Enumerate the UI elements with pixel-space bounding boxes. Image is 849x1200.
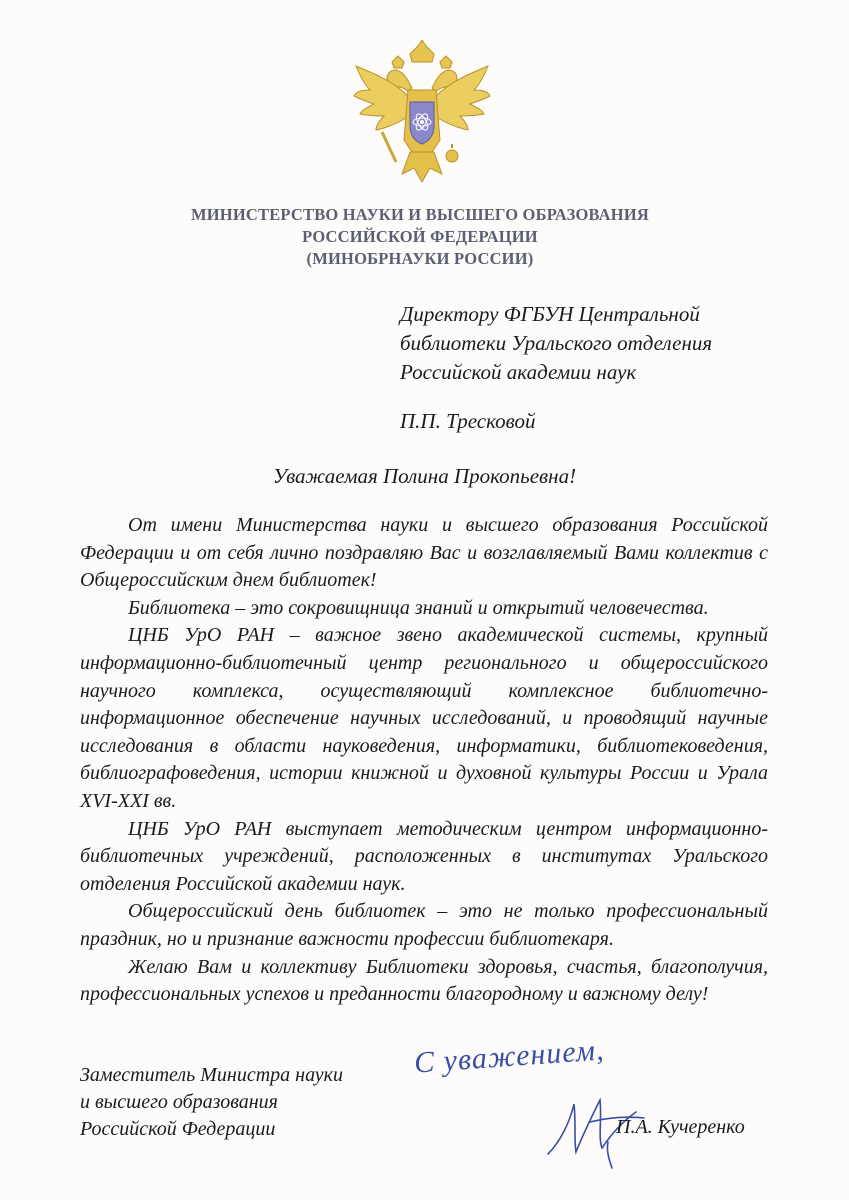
signatory-line-3: Российской Федерации bbox=[80, 1118, 276, 1140]
signatory-title bbox=[80, 1062, 400, 1143]
body-paragraph: Общероссийский день библиотек – это не только профессиональный праздник, но и признание важности профессии библиотекаря. bbox=[80, 900, 768, 950]
addressee-name: П.П. Тресковой bbox=[400, 409, 536, 433]
body-paragraph: Желаю Вам и коллективу Библиотеки здоровья, счастья, благополучия, профессиональных успехов и преданности благородному и важному делу! bbox=[80, 955, 768, 1006]
ministry-header bbox=[120, 204, 720, 270]
signatory-line-2: и высшего образования bbox=[80, 1091, 278, 1113]
signatory-name: П.А. Кучеренко bbox=[616, 1116, 745, 1138]
body-paragraph: Библиотека – это сокровищница знаний и открытий человечества. bbox=[128, 596, 709, 619]
handwritten-closing: С уважением, bbox=[413, 1033, 606, 1080]
addressee-block bbox=[400, 300, 800, 387]
addressee-line-2: библиотеки Уральского отделения bbox=[400, 331, 713, 355]
body-paragraph: ЦНБ УрО РАН – важное звено академической системы, крупный информационно-библиотечный центр регионального и общероссийского научного комплекса, осуществляющий комплексное библиотечно-информационное обеспечение научных исследований, и проводящий научные исследования в области науковедения, информатики, библиотековедения, библиографоведения, истории книжной и духовной культуры России и Урала XVI-XXI вв. bbox=[80, 624, 768, 812]
header-line-1: МИНИСТЕРСТВО НАУКИ И ВЫСШЕГО ОБРАЗОВАНИЯ bbox=[191, 205, 649, 224]
header-line-3: (МИНОБРНАУКИ РОССИИ) bbox=[306, 249, 534, 268]
body-paragraph: От имени Министерства науки и высшего образования Российской Федерации и от себя лично поздравляю Вас и возглавляемый Вами коллектив с Общероссийским днем библиотек! bbox=[80, 514, 768, 592]
addressee-line-3: Российской академии наук bbox=[400, 360, 637, 384]
header-line-2: РОССИЙСКОЙ ФЕДЕРАЦИИ bbox=[302, 227, 538, 246]
double-headed-eagle-emblem-icon bbox=[352, 40, 492, 188]
signatory-line-1: Заместитель Министра науки bbox=[80, 1064, 344, 1086]
letter-body bbox=[80, 512, 768, 1009]
body-paragraph: ЦНБ УрО РАН выступает методическим центром информационно-библиотечных учреждений, расположенных в институтах Уральского отделения Российской академии наук. bbox=[80, 817, 768, 895]
addressee-line-1: Директору ФГБУН Центральной bbox=[400, 302, 700, 326]
salutation: Уважаемая Полина Прокопьевна! bbox=[272, 464, 577, 488]
